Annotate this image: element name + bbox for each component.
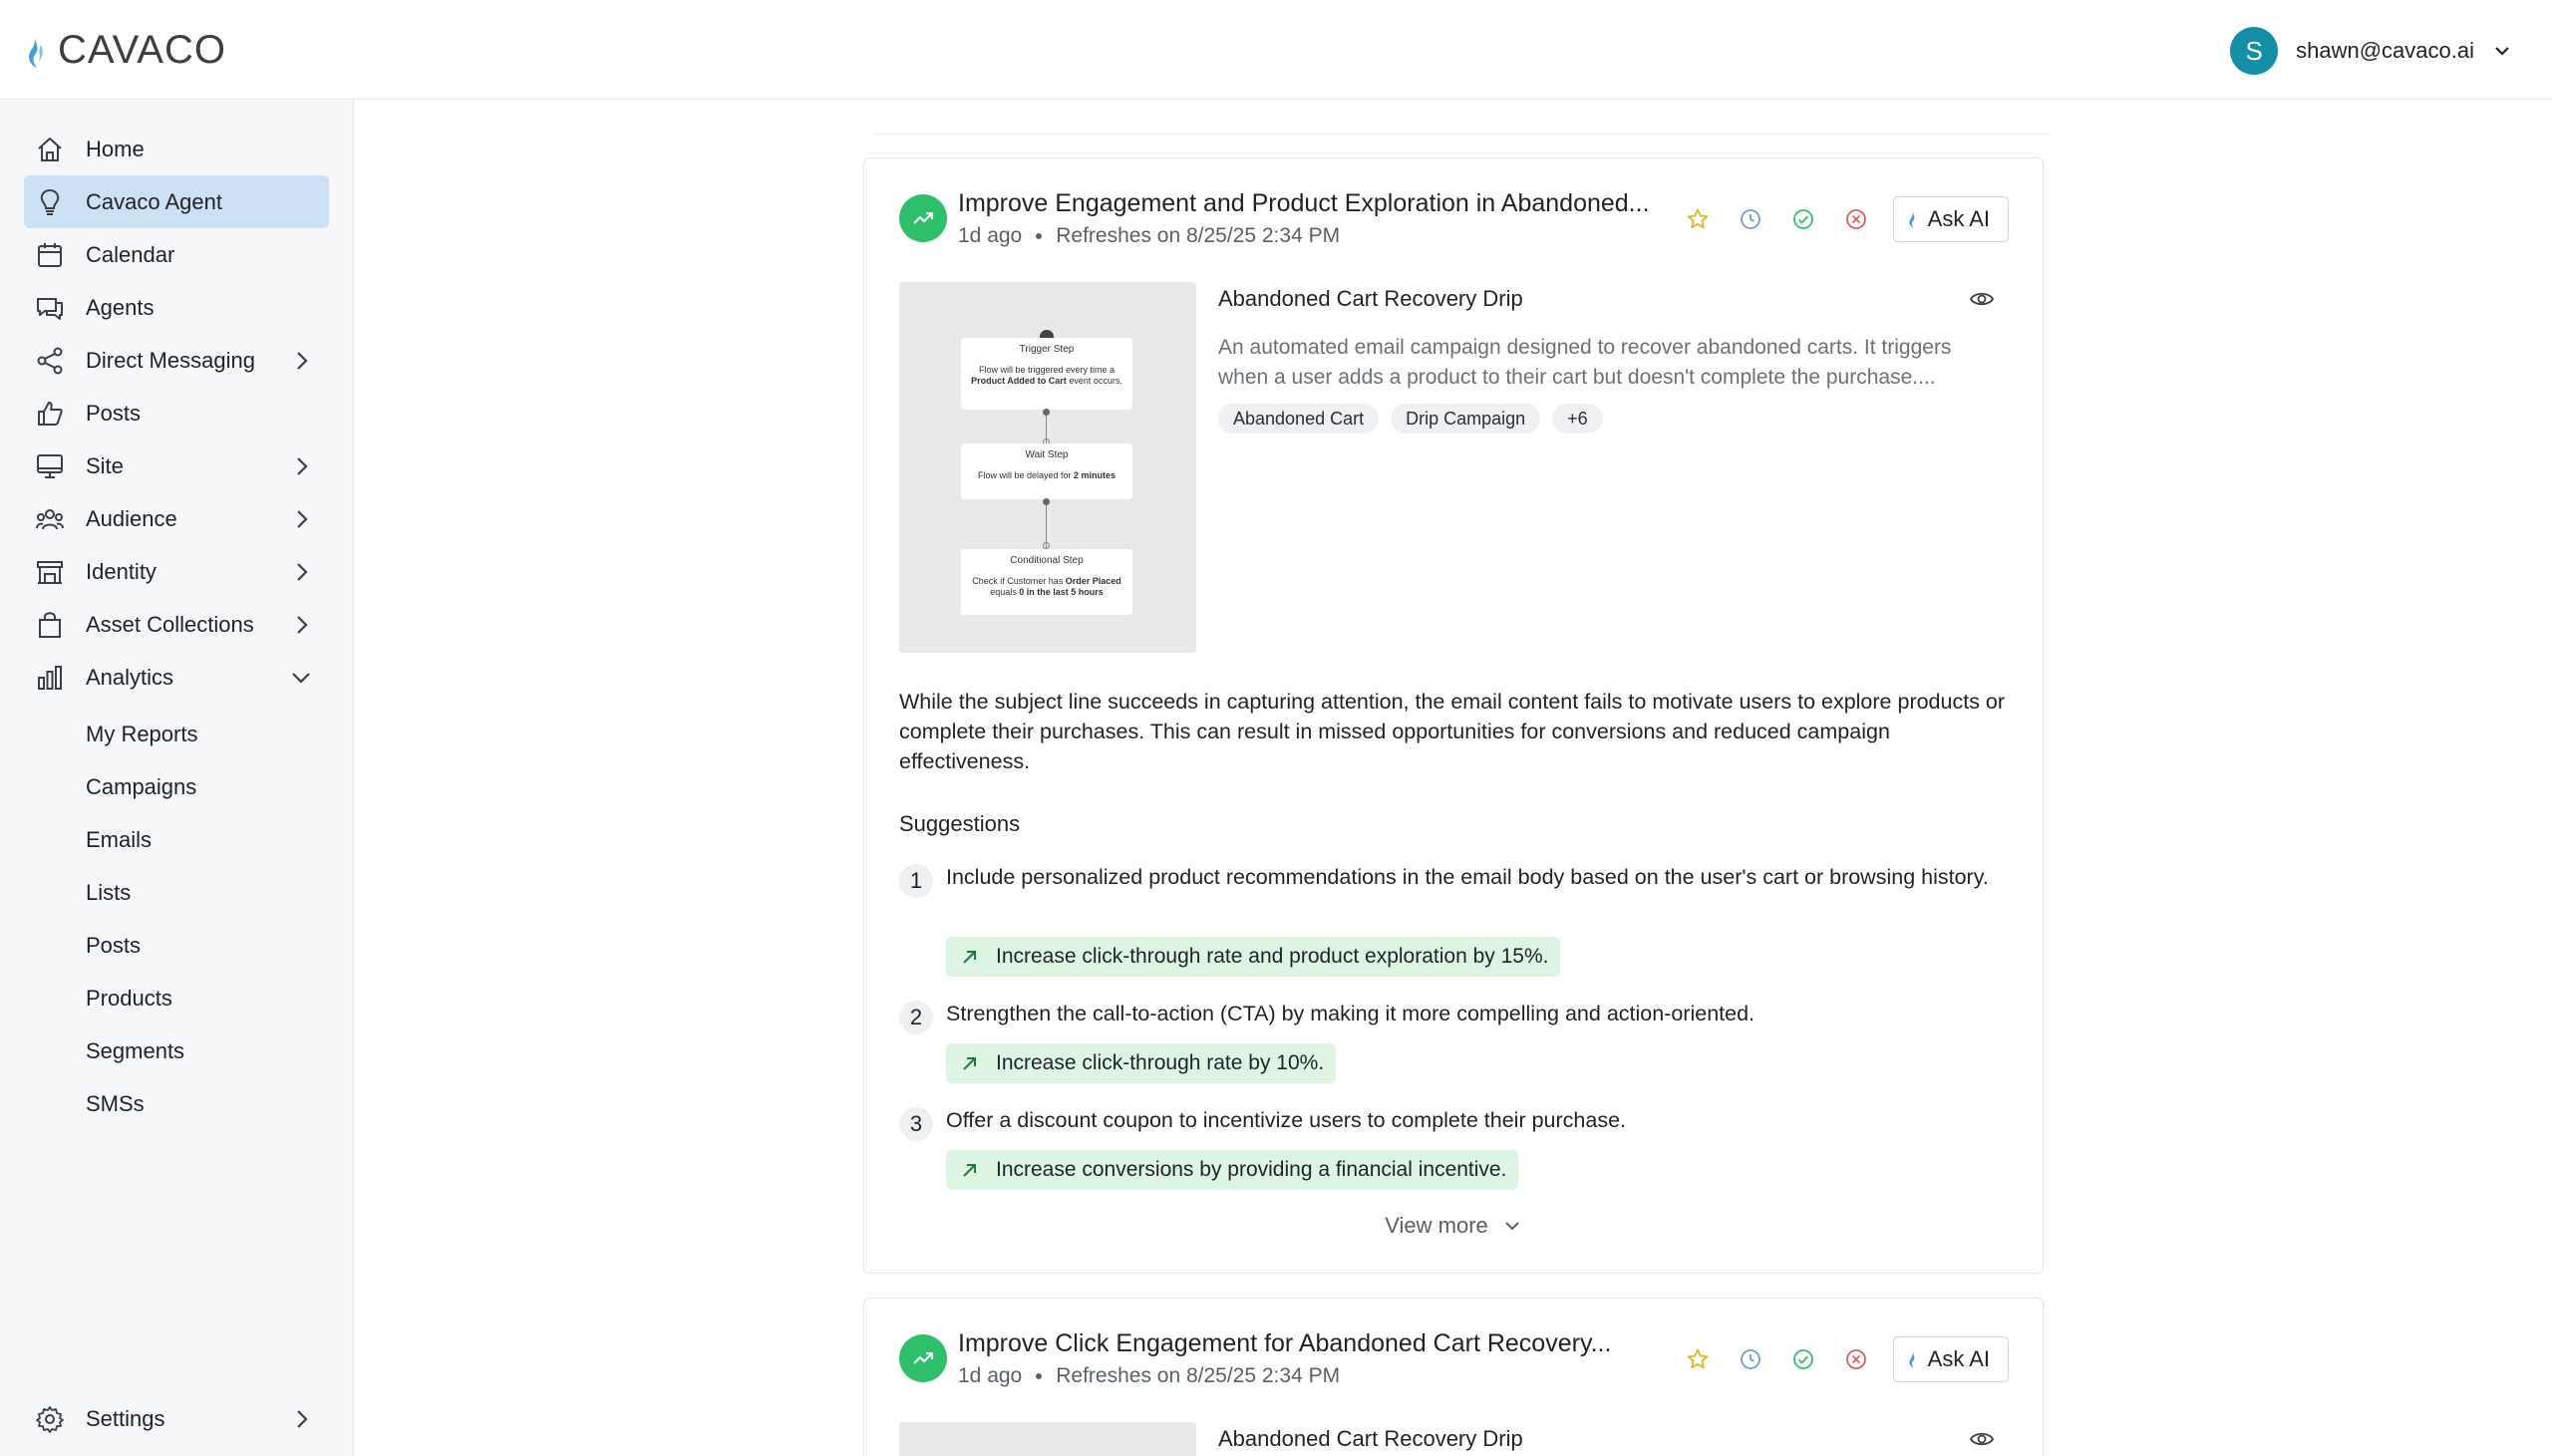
chevron-right-icon[interactable] [289,454,313,478]
card-title[interactable]: Improve Engagement and Product Exploration in Abandoned... [958,189,1650,217]
card-meta [958,224,1340,248]
gear-icon [34,1404,66,1434]
trending-up-icon [899,194,947,242]
wait-step-title: Wait Step [1025,449,1069,460]
insight-body: While the subject line succeeds in capturing attention, the email content fails to motivate users to explore products or complete their purchases. This can result in missed opportunities for conversions and reduced campaign effectiveness. [899,690,2006,773]
suggestion-text: Strengthen the call-to-action (CTA) by making it more compelling and action-oriented. [946,1002,1755,1025]
sidebar-item-label: Site [86,452,124,478]
view-more-label: View more [1385,1213,1488,1238]
sidebar-subitem-my-reports[interactable]: My Reports [86,722,198,746]
impact-badge [946,1043,1336,1083]
chat-icon [34,293,66,323]
sidebar-item-agents[interactable] [24,281,329,334]
trending-up-icon [899,1334,947,1382]
divider [873,134,2050,135]
sidebar-item-calendar[interactable] [24,228,329,281]
tag[interactable]: Abandoned Cart [1218,404,1379,434]
ask-ai-button[interactable] [1893,1336,2009,1382]
bag-icon [34,610,66,640]
card-actions [1684,1336,2009,1382]
ask-ai-button[interactable] [1893,196,2009,242]
sidebar-item-label: Asset Collections [86,611,254,637]
main-content [355,100,2552,1456]
sidebar-item-label: Agents [86,294,155,320]
wait-step-bold: 2 minutes [1074,469,1116,480]
wait-step-line: Flow will be delayed for [977,469,1075,480]
view-more-button[interactable] [864,1213,2043,1239]
trigger-step-box [961,338,1132,410]
sidebar-subitem-lists[interactable]: Lists [86,880,132,905]
branch-small-icon [1043,542,1050,549]
trigger-step-end: event occurs. [1066,375,1122,386]
impact-text: Increase click-through rate and product exploration by 15%. [996,945,1549,968]
trigger-step-title: Trigger Step [1019,344,1075,355]
conditional-step-box [961,549,1132,615]
sidebar-subitem-emails[interactable]: Emails [86,827,153,852]
sidebar-item-cavaco-agent[interactable] [24,175,329,228]
trigger-step-line: Flow will be triggered every time a [978,364,1116,375]
chevron-right-icon[interactable] [289,560,313,584]
card-refresh: Refreshes on 8/25/25 2:34 PM [1056,224,1341,247]
chevron-right-icon[interactable] [289,507,313,531]
user-email[interactable]: shawn@cavaco.ai [2296,38,2474,63]
flow-thumbnail[interactable] [899,282,1196,653]
arrow-up-right-icon [960,947,980,967]
sidebar-item-label: Home [86,136,145,161]
chevron-down-icon[interactable] [289,666,313,690]
conditional-step-title: Conditional Step [1010,555,1084,566]
sidebar-item-posts[interactable] [24,387,329,439]
eye-icon[interactable] [1969,286,1995,312]
suggestion-number: 1 [899,864,933,898]
eye-icon[interactable] [1969,1426,1995,1452]
chevron-down-icon [1502,1216,1522,1236]
separator-dot [1036,233,1042,239]
monitor-icon [34,451,66,481]
calendar-icon [34,240,66,270]
trigger-step-bold: Product Added to Cart [971,375,1067,386]
arrow-up-right-icon [960,1053,980,1073]
card-age: 1d ago [958,224,1023,247]
sidebar-subitem-campaigns[interactable]: Campaigns [86,774,197,799]
asset-description: An automated email campaign designed to recover abandoned carts. It triggers when a user adds a product to their cart but doesn't complete the purchase.... [1218,336,1952,389]
suggestions-heading: Suggestions [899,811,1021,836]
sidebar-item-identity[interactable] [24,545,329,598]
bar-chart-icon [34,663,66,693]
card-refresh: Refreshes on 8/25/25 2:34 PM [1056,1364,1341,1387]
wait-step-text [961,470,1132,481]
check-circle-icon[interactable] [1789,205,1817,233]
flame-logo-icon [26,33,48,69]
tag[interactable]: Drip Campaign [1391,404,1540,434]
sidebar-item-label: Calendar [86,241,175,267]
chevron-right-icon[interactable] [289,1407,313,1431]
impact-badge [946,937,1560,977]
lightbulb-icon [34,187,66,217]
share-icon [34,346,66,376]
clock-icon[interactable] [1737,205,1764,233]
thumbs-up-icon [34,399,66,429]
sidebar-item-home[interactable] [24,123,329,175]
card-meta [958,1364,1340,1388]
impact-text: Increase click-through rate by 10%. [996,1051,1325,1074]
wait-step-box [961,443,1132,499]
chevron-right-icon[interactable] [289,613,313,637]
asset-title[interactable]: Abandoned Cart Recovery Drip [1218,286,1523,311]
flow-node [1043,409,1050,416]
sidebar [0,100,354,1456]
tag-more[interactable]: +6 [1552,404,1603,434]
flame-icon [1908,209,1920,229]
ask-ai-label: Ask AI [1927,206,1990,231]
card-age: 1d ago [958,1364,1023,1387]
ask-ai-label: Ask AI [1927,1346,1990,1371]
sidebar-item-label: Identity [86,558,157,584]
sidebar-subitem-segments[interactable]: Segments [86,1038,185,1063]
conditional-step-line: Check if Customer has [972,575,1066,586]
store-icon [34,557,66,587]
sidebar-item-site[interactable] [24,439,329,492]
sidebar-item-settings[interactable] [24,1392,329,1445]
suggestion-text: Include personalized product recommendations in the email body based on the user's cart or browsing history. [946,865,1989,889]
suggestion-number: 2 [899,1001,933,1034]
user-menu[interactable] [2230,27,2512,75]
arrow-up-right-icon [960,1160,980,1180]
impact-text: Increase conversions by providing a financial incentive. [996,1158,1507,1181]
home-icon [34,135,66,164]
trigger-step-text [961,365,1132,388]
insight-card [863,1298,2044,1456]
chevron-down-icon[interactable] [2492,41,2512,61]
sidebar-item-label: Posts [86,400,142,426]
cavaco-logo[interactable] [26,28,226,73]
users-icon [34,504,66,534]
x-circle-icon[interactable] [1842,205,1870,233]
sidebar-item-asset-collections[interactable] [24,598,329,651]
sidebar-item-label: Cavaco Agent [86,188,222,214]
sidebar-subitem-products[interactable]: Products [86,986,172,1011]
star-icon[interactable] [1684,205,1712,233]
x-circle-icon[interactable] [1842,1345,1870,1373]
suggestion-text: Offer a discount coupon to incentivize users to complete their purchase. [946,1108,1627,1132]
card-title[interactable]: Improve Click Engagement for Abandoned Cart Recovery... [958,1329,1612,1357]
suggestion-number: 3 [899,1107,933,1141]
check-circle-icon[interactable] [1789,1345,1817,1373]
sidebar-item-audience[interactable] [24,492,329,545]
sidebar-item-label: Analytics [86,664,174,690]
chevron-right-icon[interactable] [289,349,313,373]
tag-list [1218,404,1603,434]
sidebar-item-label: Settings [86,1405,165,1431]
asset-title[interactable]: Abandoned Cart Recovery Drip [1218,1426,1523,1451]
insight-card [863,157,2044,1274]
sidebar-item-direct-messaging[interactable] [24,334,329,387]
clock-icon[interactable] [1737,1345,1764,1373]
conditional-step-bold: Order Placed [1065,575,1121,586]
conditional-step-bold: 0 in the last 5 hours [1019,586,1104,597]
separator-dot [1036,1373,1042,1379]
sidebar-item-analytics[interactable] [24,651,329,704]
top-header [0,0,2552,100]
impact-badge [946,1150,1518,1190]
flame-icon [1908,1349,1920,1369]
card-actions [1684,196,2009,242]
conditional-step-text [961,576,1132,599]
conditional-step-line: equals [990,586,1020,597]
avatar[interactable]: S [2230,27,2278,75]
sidebar-subitem-posts[interactable]: Posts [86,933,142,958]
flow-thumbnail[interactable] [899,1422,1196,1456]
logo-text: CAVACO [58,28,226,72]
flow-node [1043,498,1050,505]
star-icon[interactable] [1684,1345,1712,1373]
sidebar-item-label: Audience [86,505,177,531]
sidebar-subitem-smss[interactable]: SMSs [86,1091,145,1116]
sidebar-item-label: Direct Messaging [86,347,255,373]
